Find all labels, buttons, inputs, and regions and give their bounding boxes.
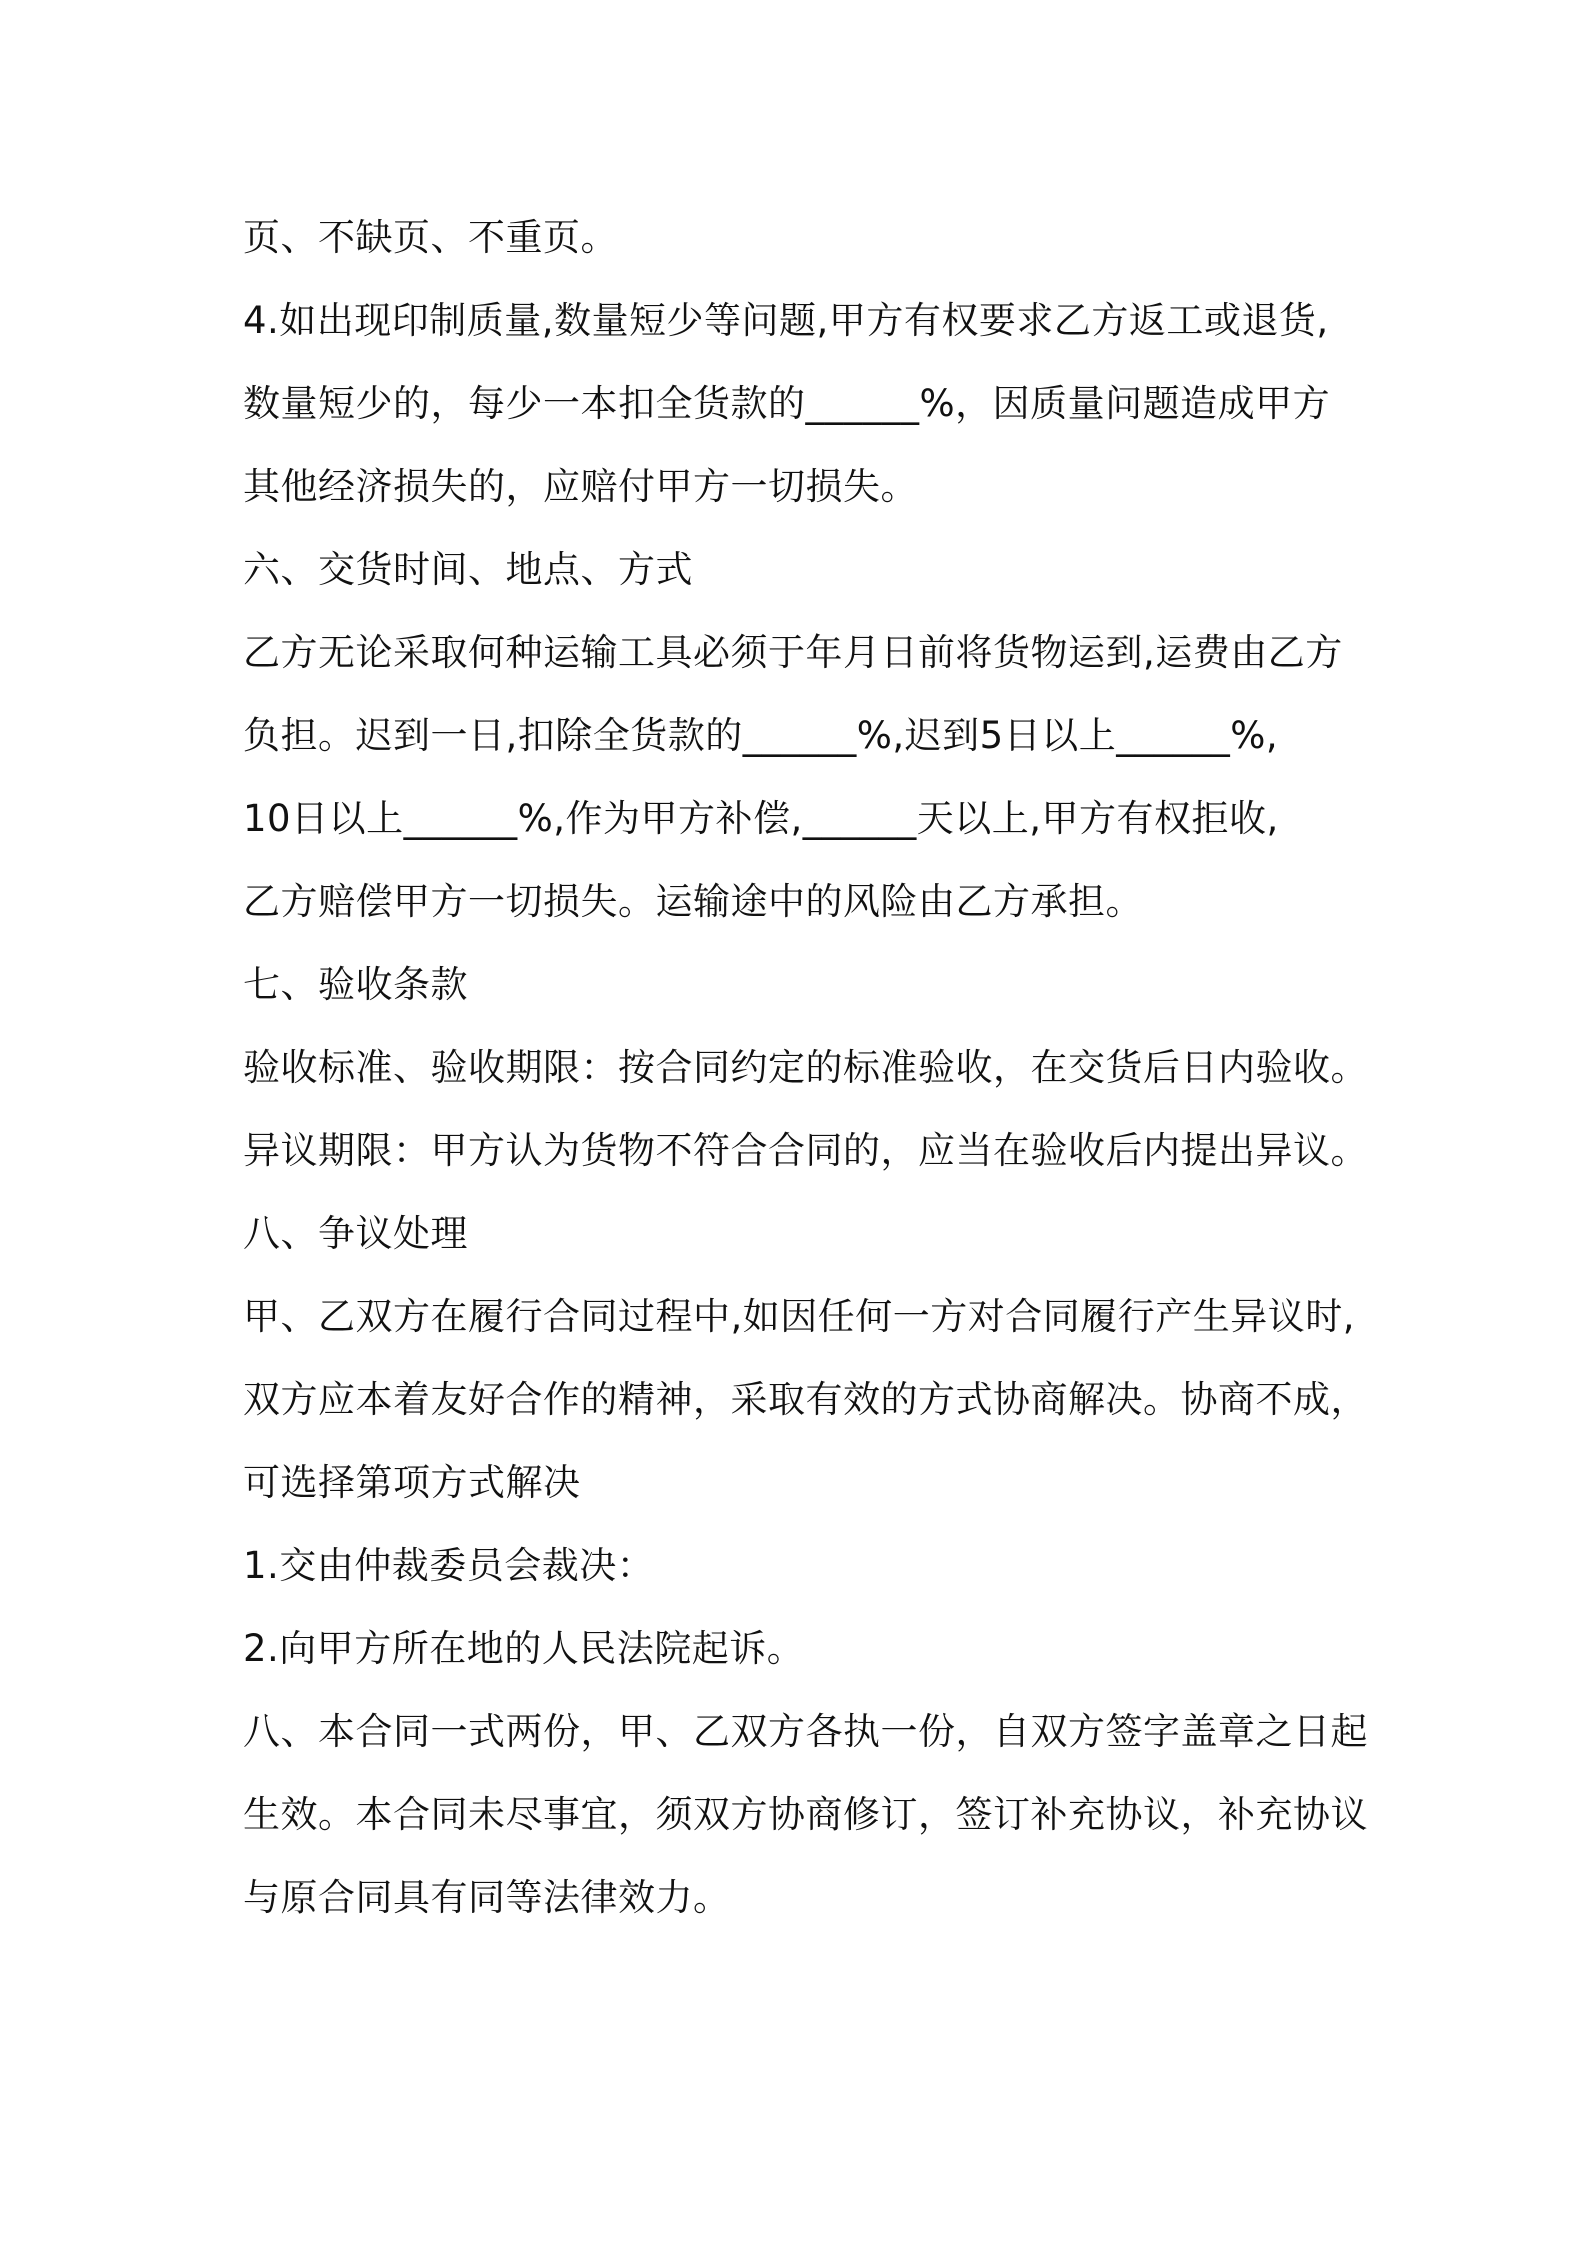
text-line: 异议期限：甲方认为货物不符合合同的，应当在验收后内提出异议。 [243,1129,1368,1172]
section-heading: 六、交货时间、地点、方式 [243,548,693,591]
text-line: 负担。迟到一日,扣除全货款的______%,迟到5日以上______%, [243,714,1279,757]
text-line: 10日以上______%,作为甲方补偿,______天以上,甲方有权拒收, [243,797,1279,840]
text-line: 甲、乙双方在履行合同过程中,如因任何一方对合同履行产生异议时, [243,1295,1356,1338]
section-heading: 八、争议处理 [243,1212,468,1255]
text-line: 2.向甲方所在地的人民法院起诉。 [243,1627,805,1670]
text-line: 八、本合同一式两份，甲、乙双方各执一份，自双方签字盖章之日起 [243,1710,1368,1753]
text-line: 4.如出现印制质量,数量短少等问题,甲方有权要求乙方返工或退货, [243,299,1329,342]
document-body [243,196,1368,1939]
section-heading: 七、验收条款 [243,963,468,1006]
text-line: 与原合同具有同等法律效力。 [243,1876,731,1919]
text-line: 数量短少的，每少一本扣全货款的______%，因质量问题造成甲方 [243,382,1331,425]
text-line: 乙方赔偿甲方一切损失。运输途中的风险由乙方承担。 [243,880,1143,923]
text-line: 验收标准、验收期限：按合同约定的标准验收，在交货后日内验收。 [243,1046,1368,1089]
text-line: 页、不缺页、不重页。 [243,216,618,259]
text-line: 1.交由仲裁委员会裁决： [243,1544,655,1587]
text-line: 其他经济损失的，应赔付甲方一切损失。 [243,465,918,508]
text-line: 乙方无论采取何种运输工具必须于年月日前将货物运到,运费由乙方 [243,631,1343,674]
text-line: 双方应本着友好合作的精神，采取有效的方式协商解决。协商不成， [243,1378,1368,1421]
text-line: 生效。本合同未尽事宜，须双方协商修订，签订补充协议，补充协议 [243,1793,1368,1836]
text-line: 可选择第项方式解决 [243,1461,581,1504]
